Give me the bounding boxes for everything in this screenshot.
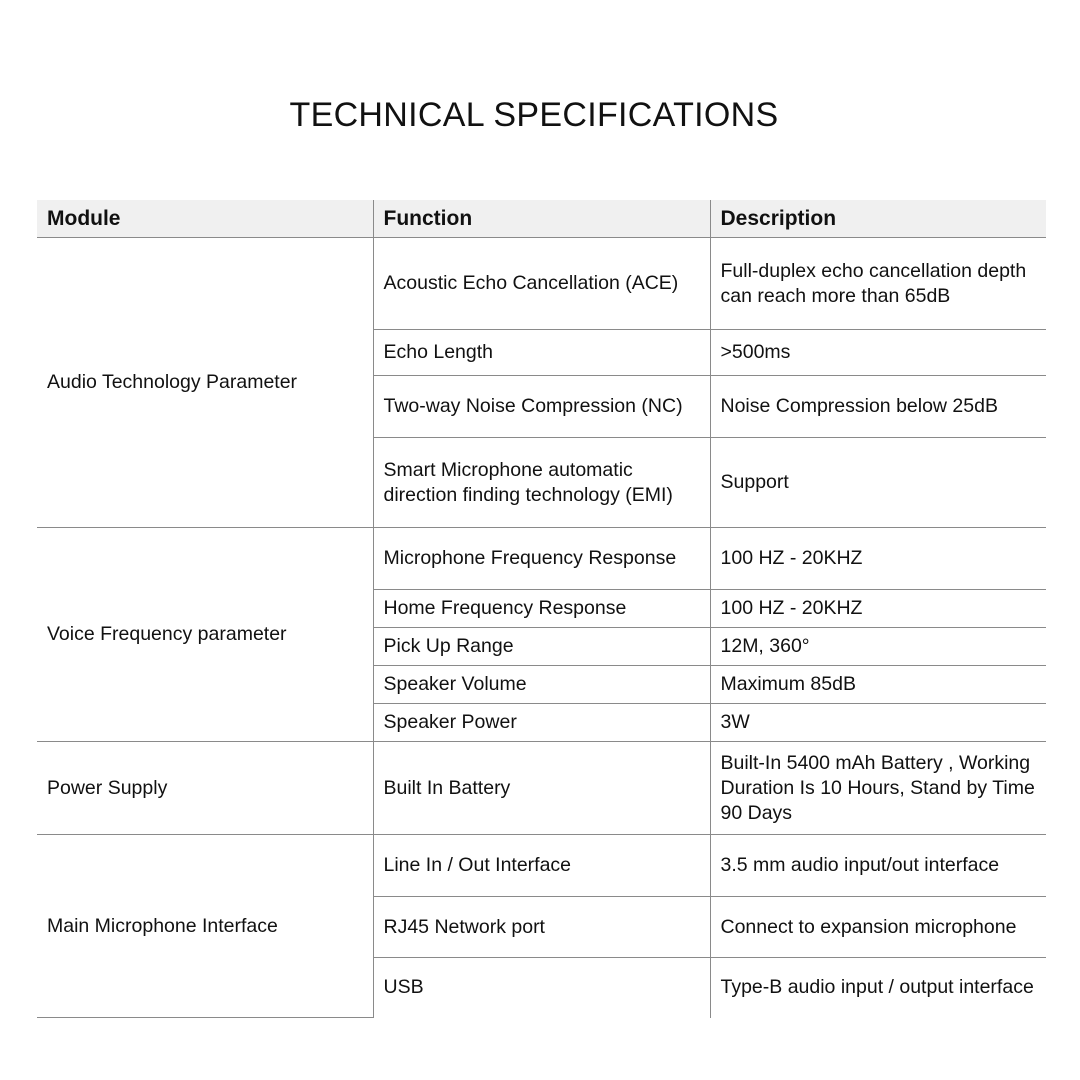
function-cell: Pick Up Range <box>373 628 710 666</box>
function-cell: Line In / Out Interface <box>373 835 710 897</box>
description-cell: Support <box>710 438 1046 528</box>
module-cell: Audio Technology Parameter <box>37 238 373 528</box>
header-function: Function <box>373 200 710 238</box>
function-cell: Home Frequency Response <box>373 590 710 628</box>
description-cell: Full-duplex echo cancellation depth can reach more than 65dB <box>710 238 1046 330</box>
page-title: TECHNICAL SPECIFICATIONS <box>289 96 779 134</box>
description-cell: >500ms <box>710 330 1046 376</box>
description-cell: 100 HZ - 20KHZ <box>710 590 1046 628</box>
function-cell: USB <box>373 958 710 1018</box>
module-cell: Main Microphone Interface <box>37 835 373 1018</box>
description-cell: Built-In 5400 mAh Battery , Working Duration Is 10 Hours, Stand by Time 90 Days <box>710 742 1046 835</box>
description-cell: Noise Compression below 25dB <box>710 376 1046 438</box>
description-cell: 100 HZ - 20KHZ <box>710 528 1046 590</box>
function-cell: Built In Battery <box>373 742 710 835</box>
description-cell: 3W <box>710 704 1046 742</box>
function-cell: Echo Length <box>373 330 710 376</box>
module-cell: Voice Frequency parameter <box>37 528 373 742</box>
table-row <box>37 835 1046 897</box>
function-cell: Two-way Noise Compression (NC) <box>373 376 710 438</box>
function-cell: Smart Microphone automatic direction finding technology (EMI) <box>373 438 710 528</box>
description-cell: Type-B audio input / output interface <box>710 958 1046 1018</box>
function-cell: Speaker Power <box>373 704 710 742</box>
table-row <box>37 528 1046 590</box>
description-cell: 12M, 360° <box>710 628 1046 666</box>
description-cell: Maximum 85dB <box>710 666 1046 704</box>
header-description: Description <box>710 200 1046 238</box>
module-cell: Power Supply <box>37 742 373 835</box>
header-module: Module <box>37 200 373 238</box>
description-cell: 3.5 mm audio input/out interface <box>710 835 1046 897</box>
table-row <box>37 742 1046 835</box>
function-cell: RJ45 Network port <box>373 897 710 958</box>
function-cell: Speaker Volume <box>373 666 710 704</box>
table-header-row <box>37 200 1046 238</box>
function-cell: Microphone Frequency Response <box>373 528 710 590</box>
function-cell: Acoustic Echo Cancellation (ACE) <box>373 238 710 330</box>
spec-table <box>37 200 1046 1018</box>
table-row <box>37 238 1046 330</box>
description-cell: Connect to expansion microphone <box>710 897 1046 958</box>
